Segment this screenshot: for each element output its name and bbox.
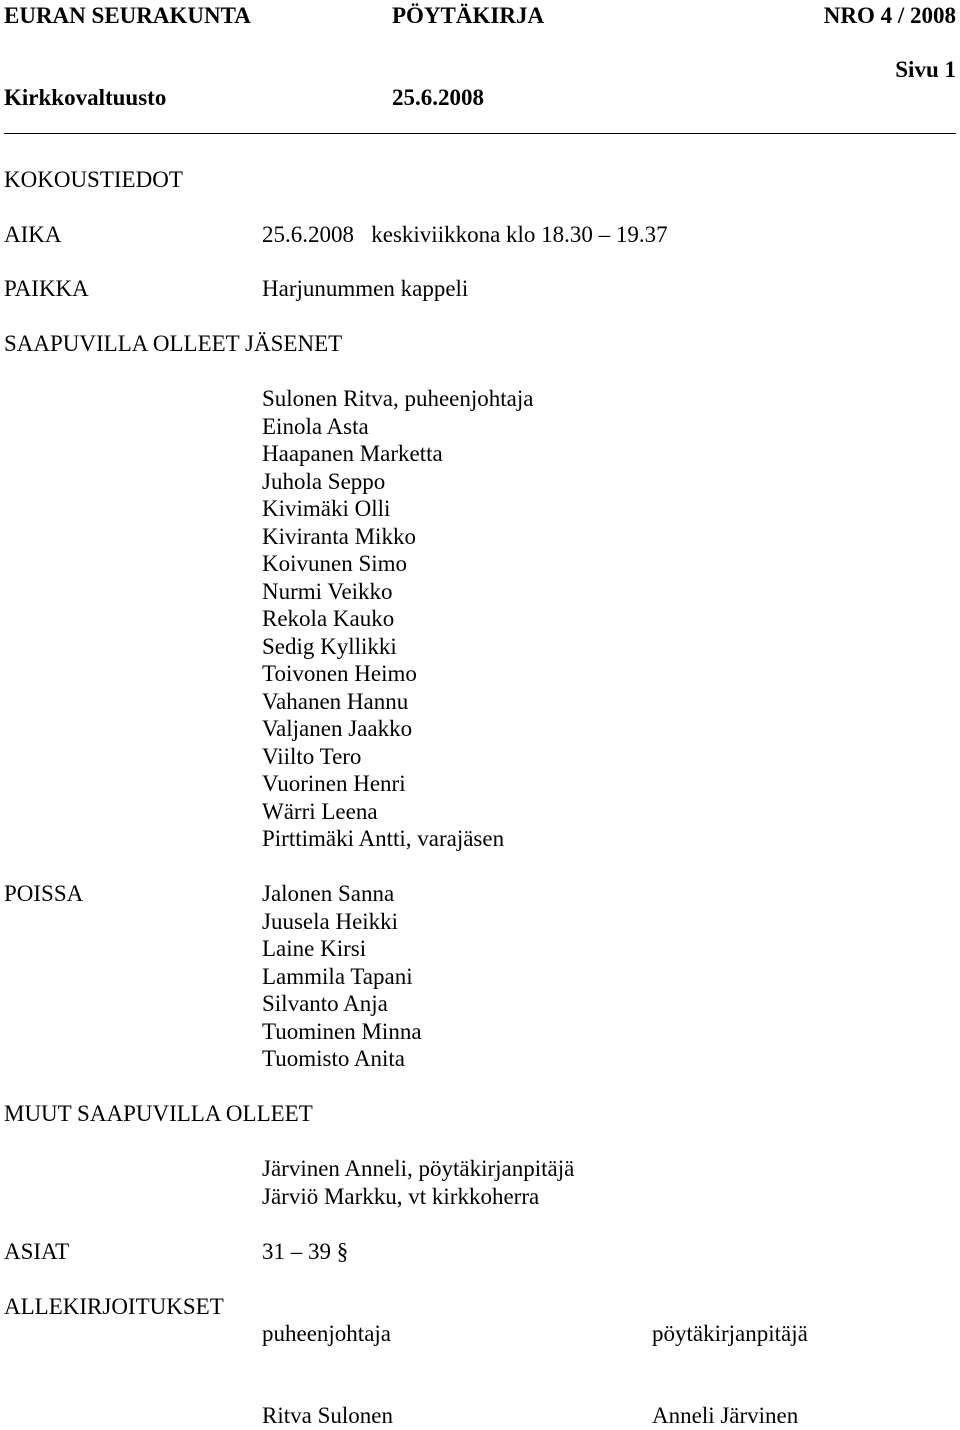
document-number: NRO 4 / 2008 — [823, 3, 956, 28]
items-value: 31 – 39 § — [262, 1239, 349, 1264]
section-title: KOKOUSTIEDOT — [4, 167, 183, 192]
list-item: Pirttimäki Antti, varajäsen — [262, 826, 505, 851]
list-item: Nurmi Veikko — [262, 578, 393, 604]
chair-role: puheenjohtaja — [262, 1321, 392, 1346]
page-number: Sivu 1 — [895, 57, 956, 82]
list-item: Järvinen Anneli, pöytäkirjanpitäjä — [262, 1156, 575, 1181]
secretary-role: pöytäkirjanpitäjä — [652, 1321, 808, 1346]
list-item: Koivunen Simo — [262, 551, 408, 576]
list-item: Rekola Kauko — [262, 606, 395, 631]
list-item: Laine Kirsi — [262, 936, 367, 961]
list-item: Juhola Seppo — [262, 468, 386, 494]
list-item: Viilto Tero — [262, 743, 362, 769]
list-item: Vahanen Hannu — [262, 688, 409, 714]
others-list — [262, 1155, 574, 1210]
organization-name: EURAN SEURAKUNTA — [4, 3, 251, 28]
others-label: MUUT SAAPUVILLA OLLEET — [4, 1101, 313, 1126]
meeting-date: 25.6.2008 — [392, 85, 484, 110]
list-item: Tuominen Minna — [262, 1018, 422, 1044]
list-item: Haapanen Marketta — [262, 441, 443, 466]
list-item: Toivonen Heimo — [262, 661, 417, 686]
list-item: Jalonen Sanna — [262, 881, 395, 906]
header-rule — [4, 133, 956, 134]
list-item: Sedig Kyllikki — [262, 633, 397, 659]
list-item: Silvanto Anja — [262, 991, 388, 1016]
list-item: Järviö Markku, vt kirkkoherra — [262, 1183, 540, 1209]
items-label: ASIAT — [4, 1239, 70, 1264]
list-item: Juusela Heikki — [262, 908, 399, 934]
list-item: Wärri Leena — [262, 798, 378, 824]
list-item: Vuorinen Henri — [262, 771, 406, 796]
meeting-body: Kirkkovaltuusto — [4, 85, 167, 110]
list-item: Kivimäki Olli — [262, 496, 391, 521]
chair-name: Ritva Sulonen — [262, 1403, 393, 1428]
list-item: Kiviranta Mikko — [262, 523, 416, 549]
present-list — [262, 385, 533, 853]
signatures-label: ALLEKIRJOITUKSET — [4, 1294, 224, 1319]
time-label: AIKA — [4, 222, 62, 247]
list-item: Lammila Tapani — [262, 963, 413, 989]
list-item: Sulonen Ritva, puheenjohtaja — [262, 386, 534, 411]
absent-list — [262, 880, 422, 1073]
document-type: PÖYTÄKIRJA — [392, 3, 545, 28]
list-item: Einola Asta — [262, 413, 369, 439]
absent-label: POISSA — [4, 881, 84, 906]
time-value: 25.6.2008 keskiviikkona klo 18.30 – 19.37 — [262, 222, 668, 247]
place-label: PAIKKA — [4, 276, 89, 301]
secretary-name: Anneli Järvinen — [652, 1403, 799, 1428]
present-label: SAAPUVILLA OLLEET JÄSENET — [4, 331, 343, 356]
list-item: Valjanen Jaakko — [262, 716, 413, 741]
list-item: Tuomisto Anita — [262, 1046, 405, 1071]
place-value: Harjunummen kappeli — [262, 276, 469, 301]
